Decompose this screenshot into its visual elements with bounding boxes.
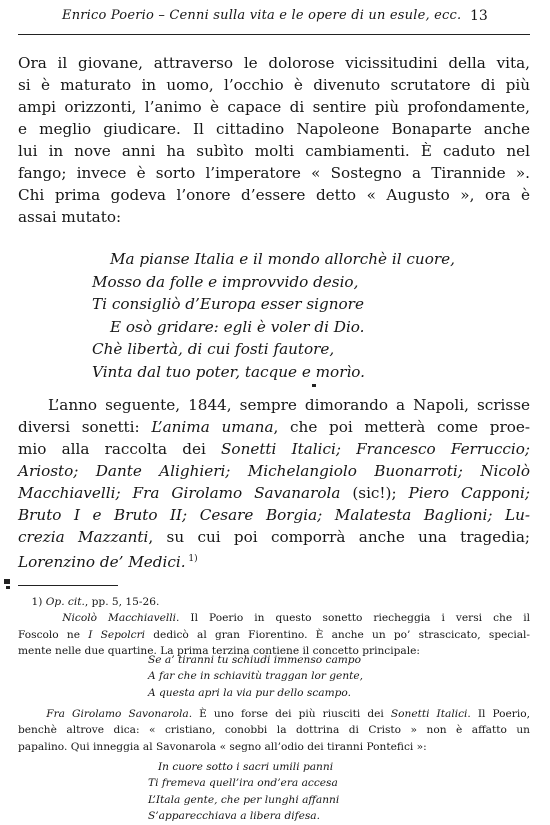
text-line <box>18 416 530 438</box>
text-line: Ariosto; Dante Alighieri; Michelangiolo Buonarroti; Nicolò <box>18 462 530 480</box>
work-title: Nicolò Macchiavelli. <box>62 612 180 625</box>
work-title: I Sepolcri <box>88 628 146 641</box>
poem-line: Mosso da folle e improvvido desio, <box>92 272 359 291</box>
footnote-line <box>18 627 530 643</box>
citation: Op. cit. <box>45 596 85 608</box>
text-line: fango; invece è sorto l’imperatore « Sostegno a Tirannide ». <box>18 164 530 182</box>
text-line <box>18 548 530 573</box>
paragraph-intro <box>18 52 530 228</box>
text-line <box>18 526 530 548</box>
text-line: L’anno seguente, 1844, sempre dimorando a Napoli, scrisse <box>48 396 530 414</box>
text-run: . È uno forse dei più riusciti dei <box>188 708 391 720</box>
scan-speck <box>6 586 10 589</box>
poem-line: Chè libertà, di cui fosti fautore, <box>92 340 335 359</box>
text-run: dedicò al gran Fiorentino. È anche un po’ strascicato, special- <box>145 628 530 641</box>
scan-speck <box>312 384 316 387</box>
footnote-line <box>18 610 530 626</box>
text-line: assai mutato: <box>18 208 122 226</box>
verse-line: S’apparecchiava a libera difesa. <box>148 810 320 823</box>
text-run: , che poi metterà come proe- <box>273 418 530 436</box>
verse-line: In cuore sotto i sacri umili panni <box>158 761 334 773</box>
text-run: Il Poerio in questo sonetto riecheggia i versi che il <box>179 612 530 625</box>
page-number: 13 <box>470 8 488 24</box>
text-run: , su cui poi comporrà anche una tragedia; <box>148 528 531 546</box>
scan-speck <box>4 579 10 584</box>
work-title: Macchiavelli; Fra Girolamo Savanarola <box>18 484 341 502</box>
verse-line: Ti fremeva quell’ira ond’era accesa <box>148 777 338 790</box>
text-run: . Il Poerio, <box>467 708 531 720</box>
footnote-line: papalino. Qui inneggia al Savonarola « segno all’odio dei tiranni Pontefici »: <box>18 740 427 753</box>
footnote-line: mente nelle due quartine. La prima terzina contiene il concetto principale: <box>18 645 420 658</box>
verse-line: Se a’ tiranni tu schiudi immenso campo <box>148 654 361 666</box>
footnote-line <box>18 706 530 722</box>
text-line: ampi orizzonti, l’animo è capace di sentire più profondamente, <box>18 98 530 116</box>
poem-line: Ma pianse Italia e il mondo allorchè il cuore, <box>110 250 455 268</box>
text-line: Ora il giovane, attraverso le dolorose vicissitudini della vita, <box>18 54 530 72</box>
text-line: si è maturato in uomo, l’occhio è divenuto scrutatore di più <box>18 76 530 94</box>
text-run: Foscolo ne <box>18 628 89 641</box>
footnote-line: benchè altrove dica: « cristiano, conobbi la dottrina di Cristo » non è affatto un <box>18 724 530 737</box>
text-line: lui in nove anni ha subìto molti cambiamenti. È caduto nel <box>18 142 530 160</box>
running-head: Enrico Poerio – Cenni sulla vita e le opere di un esule, ecc. <box>62 8 462 23</box>
text-line: e meglio giudicare. Il cittadino Napoleone Bonaparte anche <box>18 120 530 138</box>
work-title: crezia Mazzanti <box>18 528 149 546</box>
work-title: Piero Capponi; <box>408 484 530 502</box>
verse-line: A far che in schiavitù traggan lor gente, <box>148 670 364 683</box>
text-run: diversi sonetti: <box>18 418 152 436</box>
footnote-2 <box>18 706 530 755</box>
footnote-verse-2 <box>148 759 339 825</box>
work-title: Lorenzino de’ Medici. <box>18 553 186 571</box>
verse-line: L’Itala gente, che per lunghi affanni <box>148 793 340 806</box>
work-title: L’anima umana <box>151 418 274 436</box>
header-rule <box>18 34 530 35</box>
text-line <box>18 438 530 460</box>
footnote-number: 1) <box>31 596 46 608</box>
verse-line: A questa apri la via pur dello scampo. <box>148 686 351 699</box>
text-run: mio alla raccolta dei <box>18 440 222 458</box>
footnote-verse-1 <box>148 652 363 701</box>
footnote-rule <box>18 585 118 586</box>
work-title: Fra Girolamo Savonarola <box>46 708 189 720</box>
work-title: Sonetti Italici; Francesco Ferruccio; <box>221 440 530 458</box>
text-run: (sic!); <box>340 484 409 502</box>
work-title: Sonetti Italici <box>390 708 468 720</box>
paragraph-sonnets <box>18 394 530 573</box>
poem-block <box>92 248 455 384</box>
text-line: Chi prima godeva l’onore d’essere detto « Augusto », ora è <box>18 186 530 204</box>
poem-line: Vinta dal tuo poter, tacque e morìo. <box>92 362 366 381</box>
footnote-marker: 1) <box>185 554 198 564</box>
text-line: Bruto I e Bruto II; Cesare Borgia; Malatesta Baglioni; Lu- <box>18 506 530 524</box>
poem-line: E osò gridare: egli è voler di Dio. <box>110 317 365 336</box>
footnote-line <box>18 594 530 610</box>
poem-line: Ti consigliò d’Europa esser signore <box>92 295 364 314</box>
text-line <box>18 482 530 504</box>
text-run: , pp. 5, 15-26. <box>84 596 160 608</box>
footnote-1 <box>18 594 530 660</box>
